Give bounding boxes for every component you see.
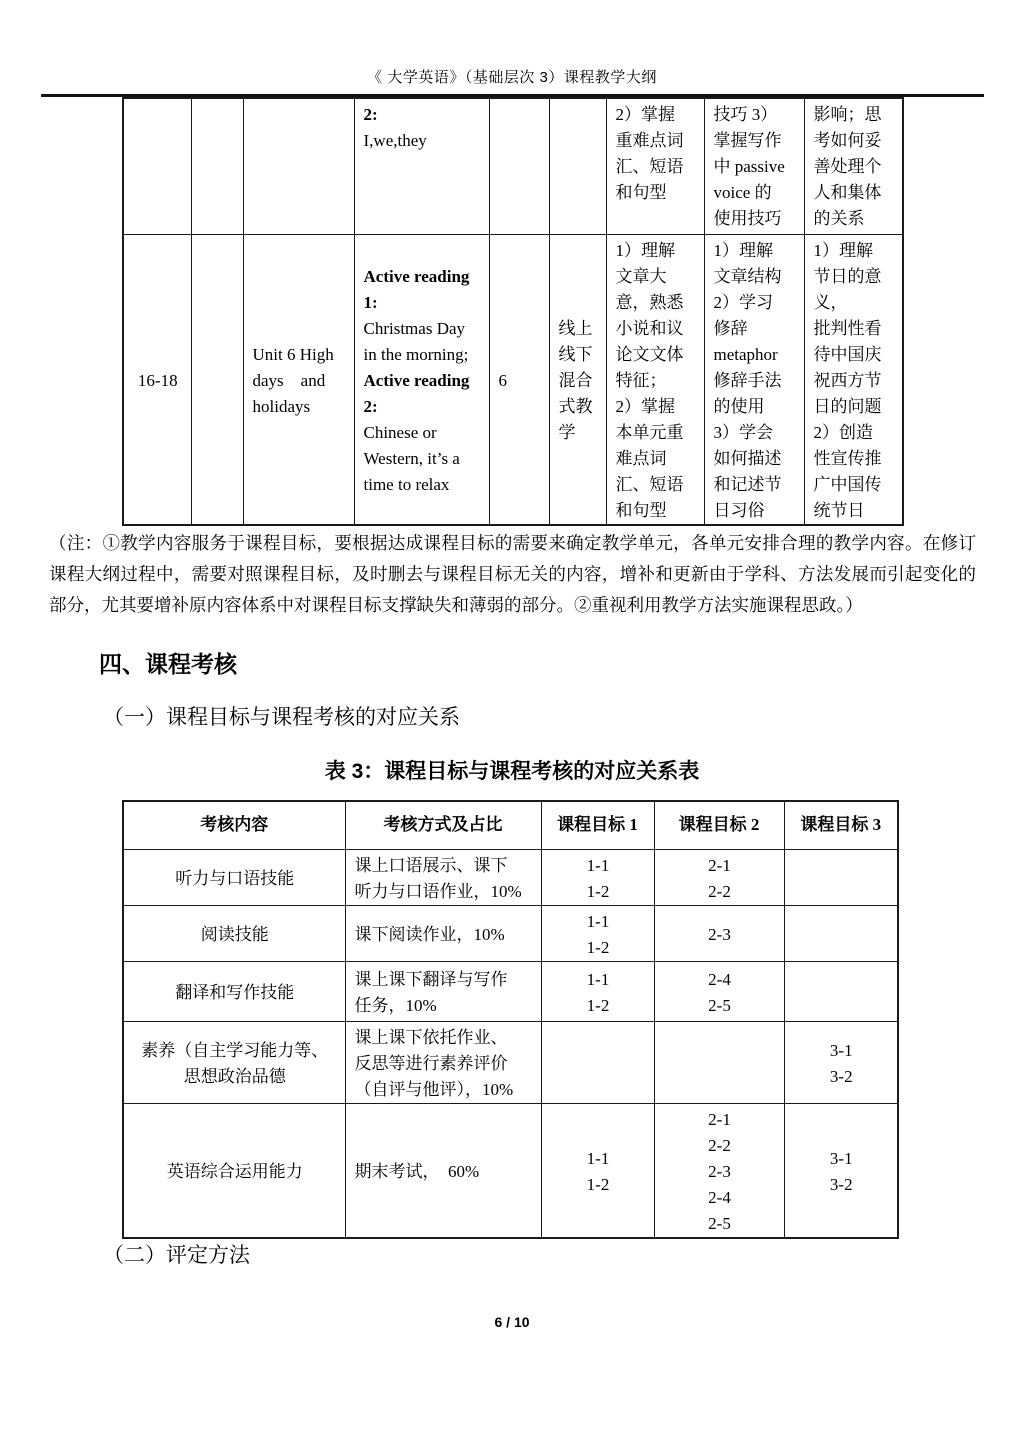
teaching-schedule-table [122, 97, 904, 526]
cell-line: 听力与口语技能 [175, 868, 295, 888]
table-cell [704, 98, 804, 234]
cell-line: 修辞 [713, 318, 748, 338]
cell-line: 1）理解 [813, 240, 873, 260]
table-cell [123, 961, 345, 1021]
cell-line: 3-2 [829, 1174, 853, 1194]
table-cell [541, 961, 654, 1021]
cell-line: Active reading [363, 266, 470, 286]
cell-line: 混合 [558, 370, 593, 390]
cell-line: 翻译和写作技能 [175, 982, 295, 1002]
cell-line: 汇、短语 [615, 157, 684, 176]
cell-line: 阅读技能 [200, 924, 269, 944]
table-cell [123, 1103, 345, 1238]
table-cell [243, 234, 354, 525]
table-cell [123, 234, 191, 525]
cell-line: 性宣传推 [813, 448, 882, 468]
table-cell [654, 961, 784, 1021]
cell-line: 课上课下依托作业、 [354, 1027, 508, 1047]
cell-line: I,we,they [363, 131, 427, 150]
cell-line: 学 [558, 422, 576, 442]
cell-line: 难点词 [615, 448, 667, 468]
cell-line: 人和集体 [813, 183, 882, 202]
cell-line: 重难点词 [615, 131, 684, 150]
cell-line: 2-2 [708, 1135, 731, 1155]
cell-line: 2-5 [708, 1213, 731, 1233]
cell-line: 文章大 [615, 266, 667, 286]
table-row [123, 961, 898, 1021]
table-cell [549, 234, 606, 525]
cell-line: 2: [363, 396, 378, 416]
cell-line: 日习俗 [713, 500, 765, 520]
table-cell [541, 1021, 654, 1103]
table-cell [784, 1103, 898, 1238]
cell-line: 1-2 [586, 937, 610, 957]
cell-line: 待中国庆 [813, 344, 882, 364]
cell-line: 文章结构 [713, 266, 782, 286]
cell-line: 2: [363, 105, 378, 124]
cell-line: 期末考试， 60% [354, 1161, 480, 1181]
cell-line: time to relax [363, 474, 450, 494]
cell-line: 统节日 [813, 500, 865, 520]
cell-line: 1-1 [586, 969, 610, 989]
table-note: （注：①教学内容服务于课程目标，要根据达成课程目标的需要来确定教学单元，各单元安排合理的教学内容。在修订课程大纲过程中，需要对照课程目标，及时删去与课程目标无关的内容，增补和更新由于学科、方法发展而引起变化的部分，尤其要增补原内容体系中对课程目标支撑缺失和薄弱的部分。②重视利用教学方法实施课程思政。） [49, 533, 976, 615]
table-cell [191, 234, 243, 525]
cell-line: 3-1 [829, 1148, 853, 1168]
cell-line: 素养（自主学习能力等、 [141, 1040, 329, 1060]
cell-line: 式教 [558, 396, 593, 416]
cell-line: Western, it’s a [363, 448, 460, 468]
cell-line: 2-3 [708, 1161, 731, 1181]
cell-line: 广中国传 [813, 474, 882, 494]
cell-line: 意，熟悉 [615, 292, 684, 312]
cell-line: 批判性看 [813, 318, 882, 338]
table-cell [654, 905, 784, 961]
cell-line: 节日的意 [813, 266, 882, 286]
table-cell [345, 905, 541, 961]
table-row [123, 234, 903, 525]
cell-line: Chinese or [363, 422, 437, 442]
cell-line: 考如何妥 [813, 131, 882, 150]
cell-line: 3-1 [829, 1040, 853, 1060]
column-header: 课程目标 1 [541, 801, 654, 849]
table-cell [345, 961, 541, 1021]
table-row [123, 98, 903, 234]
cell-line: 善处理个 [813, 157, 882, 176]
table-row [123, 1103, 898, 1238]
cell-line: 2）学习 [713, 292, 773, 312]
table-cell [654, 849, 784, 905]
cell-line: 思想政治品德 [183, 1066, 286, 1086]
cell-line: 义， [813, 292, 848, 312]
cell-line: 的关系 [813, 209, 865, 228]
cell-line: 2）创造 [813, 422, 873, 442]
column-header: 考核内容 [123, 801, 345, 849]
cell-line: voice 的 [713, 183, 772, 202]
cell-line: 1: [363, 292, 378, 312]
table-cell [549, 98, 606, 234]
cell-line: 1）理解 [713, 240, 773, 260]
cell-line: 祝西方节 [813, 370, 882, 390]
table-cell [784, 849, 898, 905]
cell-line: 使用技巧 [713, 209, 782, 228]
table-cell [354, 98, 489, 234]
table-cell [606, 98, 704, 234]
cell-line: 2-1 [708, 855, 731, 875]
table-cell [804, 98, 903, 234]
cell-line: 2-3 [708, 924, 731, 944]
cell-line: 3）学会 [713, 422, 773, 442]
table-cell [704, 234, 804, 525]
cell-line: 如何描述 [713, 448, 782, 468]
cell-line: 1-2 [586, 1174, 610, 1194]
cell-line: 日的问题 [813, 396, 882, 416]
cell-line: Unit 6 High [252, 344, 334, 364]
table-row [123, 849, 898, 905]
table-cell [489, 234, 549, 525]
cell-line: Active reading [363, 370, 470, 390]
cell-line: 1）理解 [615, 240, 675, 260]
column-header: 课程目标 2 [654, 801, 784, 849]
column-header: 考核方式及占比 [345, 801, 541, 849]
table-cell [541, 905, 654, 961]
cell-line: 2-2 [708, 881, 731, 901]
cell-line: 2）掌握 [615, 105, 675, 124]
cell-line: 任务，10% [354, 995, 437, 1015]
cell-line: 特征； [615, 370, 667, 390]
cell-line: 线上 [558, 318, 593, 338]
cell-line: 汇、短语 [615, 474, 684, 494]
table-cell [345, 1021, 541, 1103]
page-header-title: 《 大学英语》（基础层次 3）课程教学大纲 [367, 69, 657, 86]
cell-line: 的使用 [713, 396, 765, 416]
cell-line: Christmas Day [363, 318, 466, 338]
cell-line: 6 [498, 370, 507, 390]
cell-line: 论文文体 [615, 344, 684, 364]
cell-line: 和记述节 [713, 474, 782, 494]
cell-line: 中 passive [713, 157, 785, 176]
cell-line: 课上课下翻译与写作 [354, 969, 508, 989]
table-cell [345, 849, 541, 905]
cell-line: 2-4 [708, 969, 731, 989]
cell-line: 3-2 [829, 1066, 853, 1086]
table-cell [541, 849, 654, 905]
table-cell [606, 234, 704, 525]
table-cell [784, 1021, 898, 1103]
cell-line: 和句型 [615, 183, 667, 202]
cell-line: 1-1 [586, 855, 610, 875]
cell-line: 掌握写作 [713, 131, 782, 150]
table-cell [654, 1021, 784, 1103]
cell-line: 修辞手法 [713, 370, 782, 390]
table-cell [123, 849, 345, 905]
cell-line: metaphor [713, 344, 778, 364]
cell-line: 1-1 [586, 1148, 610, 1168]
table-cell [354, 234, 489, 525]
table-cell [541, 1103, 654, 1238]
cell-line: 1-2 [586, 881, 610, 901]
cell-line: 1-2 [586, 995, 610, 1015]
table-header-row [123, 801, 898, 849]
column-header: 课程目标 3 [784, 801, 898, 849]
assessment-mapping-table [122, 800, 899, 1239]
cell-line: 影响；思 [813, 105, 882, 124]
cell-line: holidays [252, 396, 311, 416]
cell-line: 本单元重 [615, 422, 684, 442]
subsection-heading-mapping: （一）课程目标与课程考核的对应关系 [103, 705, 460, 729]
cell-line: 2）掌握 [615, 396, 675, 416]
cell-line: 课下阅读作业，10% [354, 924, 505, 944]
cell-line: 16-18 [137, 370, 178, 390]
table-cell [123, 905, 345, 961]
cell-line: in the morning; [363, 344, 469, 364]
cell-line: 和句型 [615, 500, 667, 520]
table3-caption: 表 3：课程目标与课程考核的对应关系表 [324, 760, 700, 783]
cell-line: 2-5 [708, 995, 731, 1015]
cell-line: 技巧 3） [713, 105, 778, 124]
table-cell [243, 98, 354, 234]
cell-line: （自评与他评），10% [354, 1079, 514, 1099]
section-heading-assessment: 四、课程考核 [99, 651, 237, 677]
table-cell [345, 1103, 541, 1238]
table-cell [654, 1103, 784, 1238]
cell-line: 2-4 [708, 1187, 731, 1207]
cell-line: 反思等进行素养评价 [354, 1053, 508, 1073]
subsection-heading-grading: （二）评定方法 [103, 1243, 250, 1267]
table-cell [804, 234, 903, 525]
cell-line: 课上口语展示、课下 [354, 855, 508, 875]
table-cell [784, 961, 898, 1021]
cell-line: 2-1 [708, 1109, 731, 1129]
table-row [123, 1021, 898, 1103]
table-cell [489, 98, 549, 234]
page-number: 6 / 10 [494, 1314, 530, 1330]
table-row [123, 905, 898, 961]
table-cell [784, 905, 898, 961]
cell-line: 1-1 [586, 911, 610, 931]
cell-line: 英语综合运用能力 [166, 1161, 303, 1181]
cell-line: 小说和议 [615, 318, 684, 338]
table-cell [191, 98, 243, 234]
table-cell [123, 1021, 345, 1103]
table-cell [123, 98, 191, 234]
cell-line: 听力与口语作业，10% [354, 881, 522, 901]
cell-line: 线下 [558, 344, 593, 364]
cell-line: days and [252, 370, 326, 390]
